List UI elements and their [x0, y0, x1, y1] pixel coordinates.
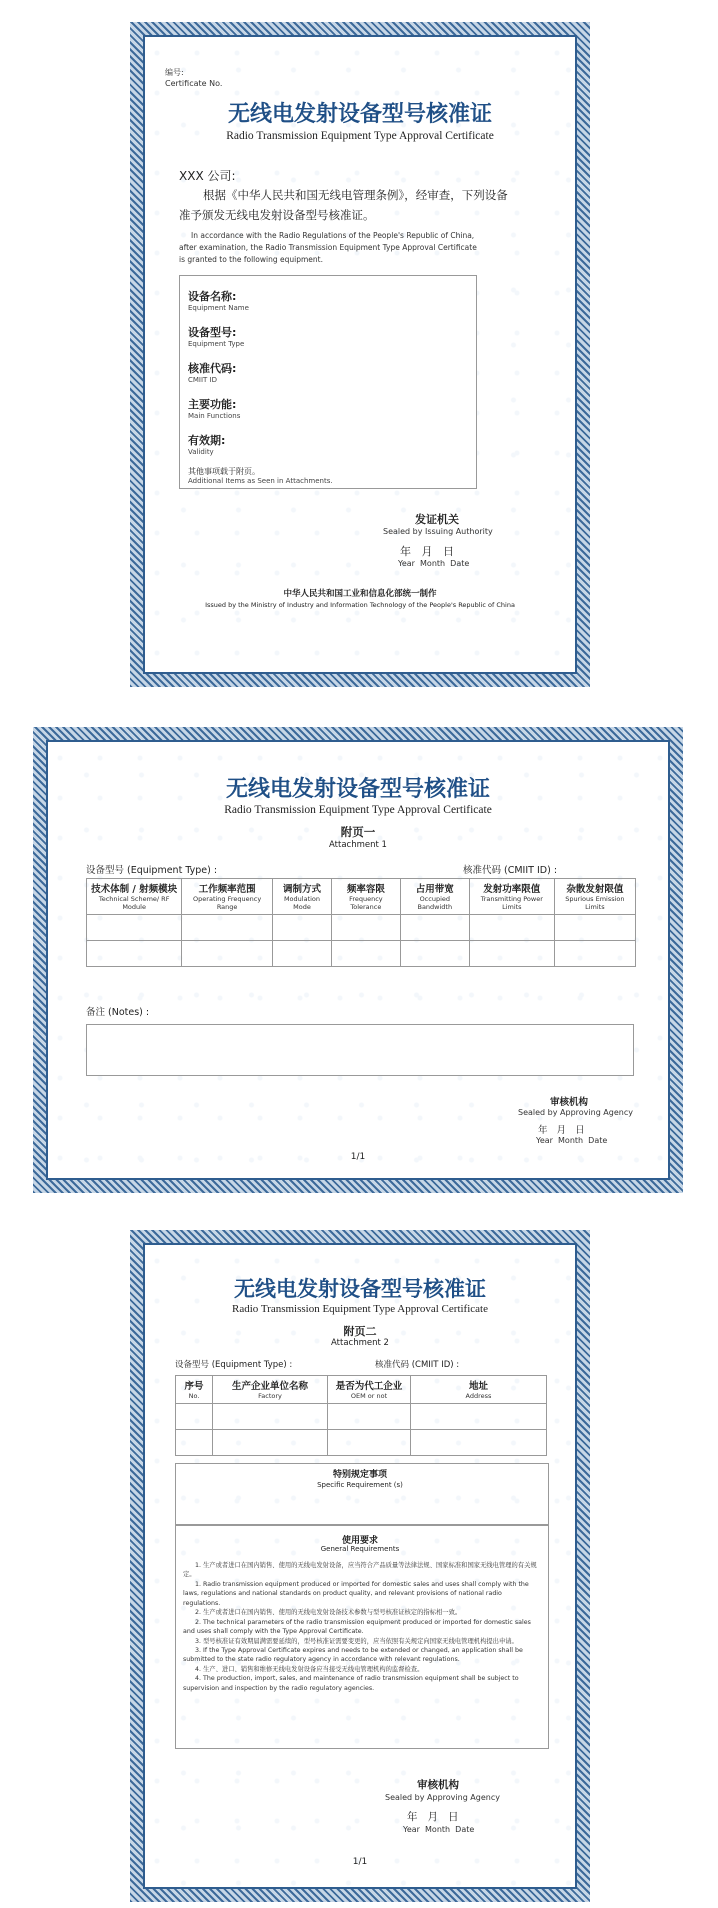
attachment-title-cn: 附页二: [343, 1325, 377, 1338]
field-main-functions-cn: 主要功能:: [188, 398, 237, 411]
approval-date-cn: 年 月 日: [407, 1811, 459, 1823]
notes-box: [86, 1024, 634, 1076]
field-validity-en: Validity: [188, 448, 214, 456]
approving-agency-cn: 审核机构: [550, 1097, 589, 1108]
other-items-en: Additional Items as Seen in Attachments.: [188, 477, 333, 485]
footer-cn: 中华人民共和国工业和信息化部统一制作: [283, 589, 437, 599]
equipment-type-label: 设备型号 (Equipment Type) :: [175, 1360, 293, 1370]
rule-4-en: 4. The production, import, sales, and maintenance of radio transmission equipment shall be subject to supervision and inspection by the radio regulatory agencies.: [183, 1675, 519, 1692]
field-equipment-name-en: Equipment Name: [188, 304, 249, 312]
special-requirements-box: [175, 1463, 549, 1525]
footer-en: Issued by the Ministry of Industry and Information Technology of the People's Republic of China: [205, 601, 515, 609]
table-row: [87, 915, 636, 941]
field-equipment-type-en: Equipment Type: [188, 340, 245, 348]
rule-3-cn: 3. 型号核准证有效期届满需要延续的，型号核准证需要变更的，应当依照有关规定向国家无线电管理机构提出申请。: [195, 1637, 518, 1645]
rule-1-cn: 1. 生产或者进口在国内销售、使用的无线电发射设备，应当符合产品质量等法律法规、国家标准和国家无线电管理的有关规定。: [183, 1562, 537, 1579]
requirements-list: [183, 1561, 541, 1693]
attachment-2-body: [143, 1243, 577, 1889]
certificate-page-2: [33, 727, 683, 1193]
certificate-number-label-cn: 编号:: [165, 68, 184, 77]
certificate-page-1: [130, 22, 590, 687]
col-factory: 生产企业单位名称 Factory: [213, 1376, 328, 1404]
col-no: 序号 No.: [176, 1376, 213, 1404]
intro-cn-line-2: 准予颁发无线电发射设备型号核准证。: [179, 208, 375, 222]
attachment-title-en: Attachment 2: [331, 1338, 389, 1348]
page-title: 无线电发射设备型号核准证: [234, 1276, 486, 1301]
col-frequency-range: 工作频率范围 Operating Frequency Range: [182, 879, 273, 915]
rule-4-cn: 4. 生产、进口、销售和维修无线电发射设备应当接受无线电管理机构的监督检查。: [195, 1665, 424, 1673]
certificate-body: [143, 35, 577, 674]
approval-date-en: Year Month Date: [403, 1825, 475, 1834]
company-name: XXX 公司:: [179, 169, 236, 183]
attachment-title-en: Attachment 1: [329, 840, 387, 850]
certificate-number-label-en: Certificate No.: [165, 79, 223, 88]
field-validity-cn: 有效期:: [188, 434, 226, 447]
approving-agency-en: Sealed by Approving Agency: [518, 1108, 633, 1117]
equipment-info-box: [179, 275, 477, 489]
col-power-limits: 发射功率限值 Transmitting Power Limits: [469, 879, 554, 915]
certificate-page-3: [130, 1230, 590, 1902]
col-oem: 是否为代工企业 OEM or not: [328, 1376, 411, 1404]
table-row: [176, 1404, 547, 1430]
intro-en-line-2: after examination, the Radio Transmission Equipment Type Approval Certificate: [179, 243, 477, 252]
approving-agency-cn: 审核机构: [417, 1779, 459, 1791]
table-header-row: [176, 1376, 547, 1404]
page-title: 无线电发射设备型号核准证: [227, 101, 492, 127]
page-subtitle: Radio Transmission Equipment Type Approval Certificate: [226, 130, 494, 142]
rule-3-en: 3. If the Type Approval Certificate expires and needs to be extended or changed, an application shall be submitted to the state radio regulatory agency in accordance with relevant regulations.: [183, 1646, 523, 1664]
field-cmiit-id-en: CMIIT ID: [188, 376, 218, 384]
intro-en-line-1: In accordance with the Radio Regulations of the People's Republic of China,: [191, 231, 475, 240]
general-requirements-cn: 使用要求: [341, 1536, 378, 1546]
attachment-title-cn: 附页一: [340, 825, 376, 839]
cmiit-id-label: 核准代码 (CMIIT ID) :: [463, 865, 558, 876]
col-spurious-emission: 杂散发射限值 Spurious Emission Limits: [554, 879, 635, 915]
col-occupied-bandwidth: 占用带宽 Occupied Bandwidth: [400, 879, 469, 915]
notes-label: 备注 (Notes) :: [86, 1007, 150, 1018]
col-modulation-mode: 调制方式 Modulation Mode: [272, 879, 331, 915]
other-items-cn: 其他事项载于附页。: [188, 467, 260, 476]
technical-spec-table: [86, 878, 636, 967]
issue-date-cn: 年 月 日: [400, 545, 454, 558]
field-equipment-type-cn: 设备型号:: [188, 326, 237, 339]
field-equipment-name-cn: 设备名称:: [188, 290, 237, 303]
page-title: 无线电发射设备型号核准证: [225, 776, 490, 802]
approval-date-cn: 年 月 日: [538, 1125, 585, 1136]
issuing-authority-cn: 发证机关: [415, 513, 459, 526]
general-requirements-en: General Requirements: [320, 1545, 400, 1553]
table-row: [176, 1430, 547, 1456]
cmiit-id-label: 核准代码 (CMIIT ID) :: [375, 1360, 460, 1370]
rule-1-en: 1. Radio transmission equipment produced or imported for domestic sales and uses shall comply with the laws, regulations and national standards on product quality, and relevant provisions of national radio regulations.: [183, 1580, 529, 1607]
table-header-row: [87, 879, 636, 915]
page-subtitle: Radio Transmission Equipment Type Approval Certificate: [232, 1303, 488, 1315]
page-number: 1/1: [352, 1857, 368, 1867]
issuing-authority-en: Sealed by Issuing Authority: [383, 527, 493, 536]
attachment-1-body: [46, 740, 670, 1180]
intro-cn-line-1: 根据《中华人民共和国无线电管理条例》，经审查，下列设备: [203, 188, 508, 202]
field-main-functions-en: Main Functions: [188, 412, 241, 420]
special-requirements-cn: 特别规定事项: [332, 1470, 387, 1480]
special-requirements-en: Specific Requirement (s): [317, 1481, 403, 1489]
col-technical-scheme: 技术体制 / 射频模块 Technical Scheme/ RF Module: [87, 879, 182, 915]
intro-en-line-3: is granted to the following equipment.: [179, 255, 323, 264]
page-subtitle: Radio Transmission Equipment Type Approval Certificate: [224, 804, 492, 816]
issue-date-en: Year Month Date: [398, 559, 470, 568]
rule-2-cn: 2. 生产或者进口在国内销售、使用的无线电发射设备技术参数与型号核准证核定的指标相一致。: [195, 1609, 462, 1617]
equipment-type-label: 设备型号 (Equipment Type) :: [86, 865, 218, 876]
factory-table: [175, 1375, 547, 1456]
col-address: 地址 Address: [411, 1376, 547, 1404]
rule-2-en: 2. The technical parameters of the radio transmission equipment produced or imported for domestic sales and uses shall comply with the Type Approval Certificate.: [183, 1618, 531, 1636]
approving-agency-en: Sealed by Approving Agency: [385, 1793, 500, 1802]
table-row: [87, 941, 636, 967]
page-number: 1/1: [350, 1152, 366, 1162]
col-frequency-tolerance: 频率容限 Frequency Tolerance: [332, 879, 401, 915]
field-cmiit-id-cn: 核准代码:: [188, 362, 237, 375]
approval-date-en: Year Month Date: [536, 1136, 608, 1145]
